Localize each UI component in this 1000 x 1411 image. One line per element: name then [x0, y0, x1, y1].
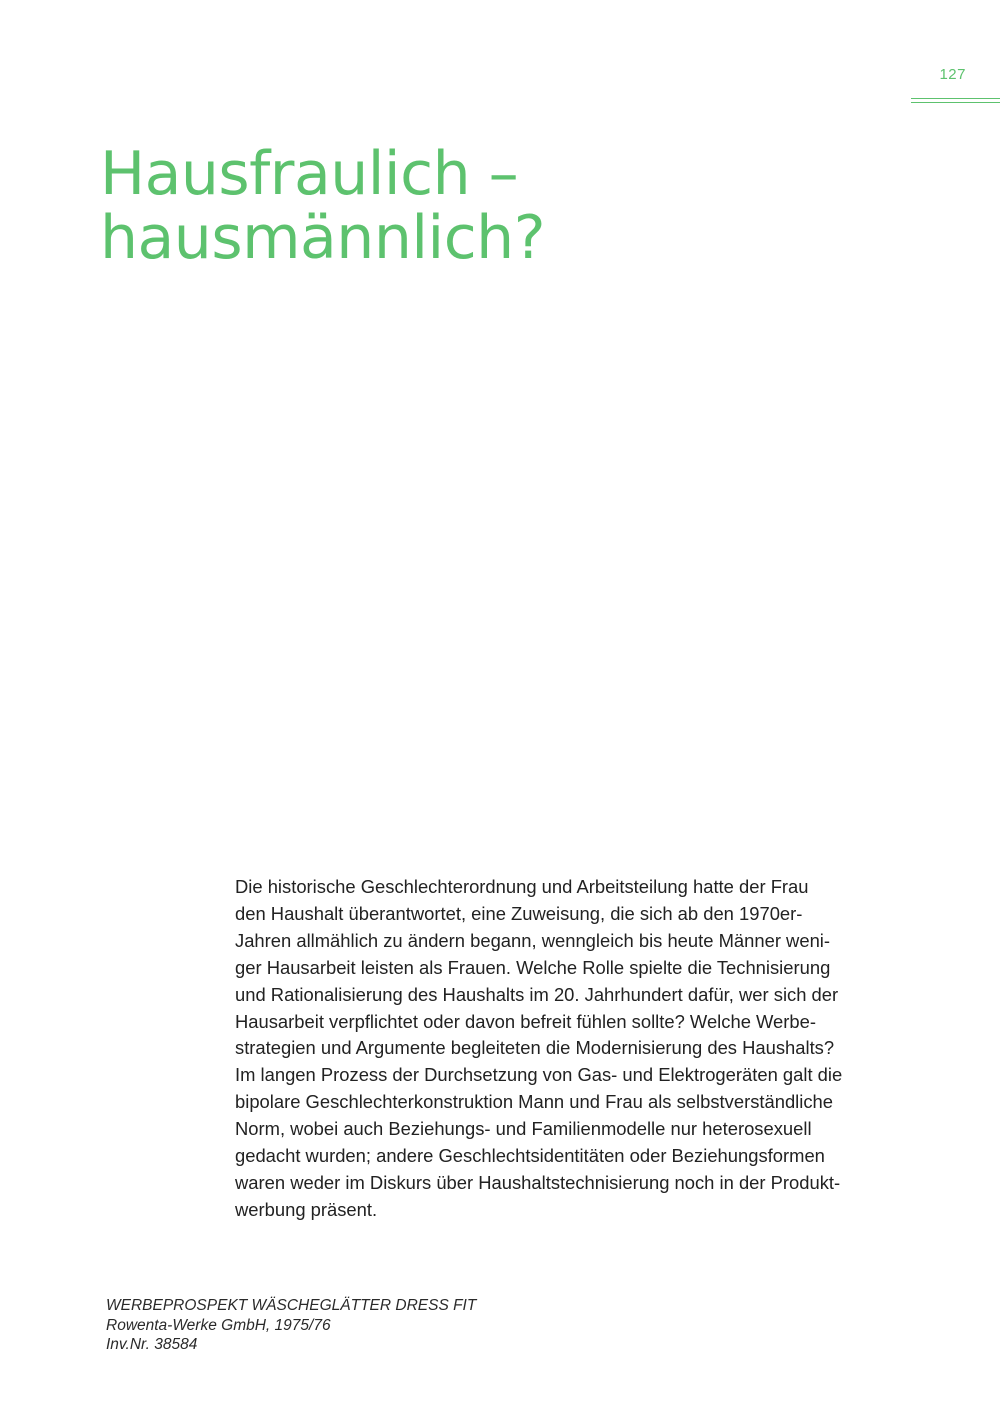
caption-inventory-number: Inv.Nr. 38584 — [106, 1336, 198, 1353]
body-line: Jahren allmählich zu ändern begann, wenngleich bis heute Männer weni- — [235, 929, 831, 951]
body-line: und Rationalisierung des Haushalts im 20. Jahrhundert dafür, wer sich der — [235, 983, 839, 1005]
image-caption — [106, 1296, 476, 1355]
caption-maker: Rowenta-Werke GmbH, 1975/76 — [106, 1316, 331, 1334]
page-title — [100, 139, 546, 273]
body-line: Hausarbeit verpflichtet oder davon befreit fühlen sollte? Welche Werbe- — [235, 1010, 816, 1032]
body-line: ger Hausarbeit leisten als Frauen. Welche Rolle spielte die Technisierung — [235, 956, 831, 978]
body-line: gedacht wurden; andere Geschlechtsidentitäten oder Beziehungsformen — [235, 1145, 825, 1167]
header-rule-top — [911, 98, 1000, 99]
body-line: Im langen Prozess der Durchsetzung von Gas- und Elektrogeräten galt die — [235, 1064, 843, 1086]
body-line: Norm, wobei auch Beziehungs- und Familienmodelle nur heterosexuell — [235, 1118, 812, 1140]
caption-title: WERBEPROSPEKT WÄSCHEGLÄTTER DRESS FIT — [106, 1297, 477, 1314]
body-line: Die historische Geschlechterordnung und Arbeitsteilung hatte der Frau — [235, 876, 809, 897]
body-line: den Haushalt überantwortet, eine Zuweisung, die sich ab den 1970er- — [235, 902, 803, 924]
body-paragraph — [235, 874, 905, 1224]
body-line: waren weder im Diskurs über Haushaltstechnisierung noch in der Produkt- — [235, 1171, 841, 1193]
page-number: 127 — [939, 66, 966, 83]
body-line: strategien und Argumente begleiteten die Modernisierung des Haushalts? — [235, 1037, 835, 1059]
body-line: bipolare Geschlechterkonstruktion Mann und Frau als selbstverständliche — [235, 1091, 834, 1113]
title-line-2: hausmännlich? — [100, 203, 546, 273]
title-line-1: Hausfraulich – — [100, 139, 519, 209]
header-rule-bottom — [911, 102, 1000, 103]
body-line: werbung präsent. — [235, 1198, 378, 1220]
